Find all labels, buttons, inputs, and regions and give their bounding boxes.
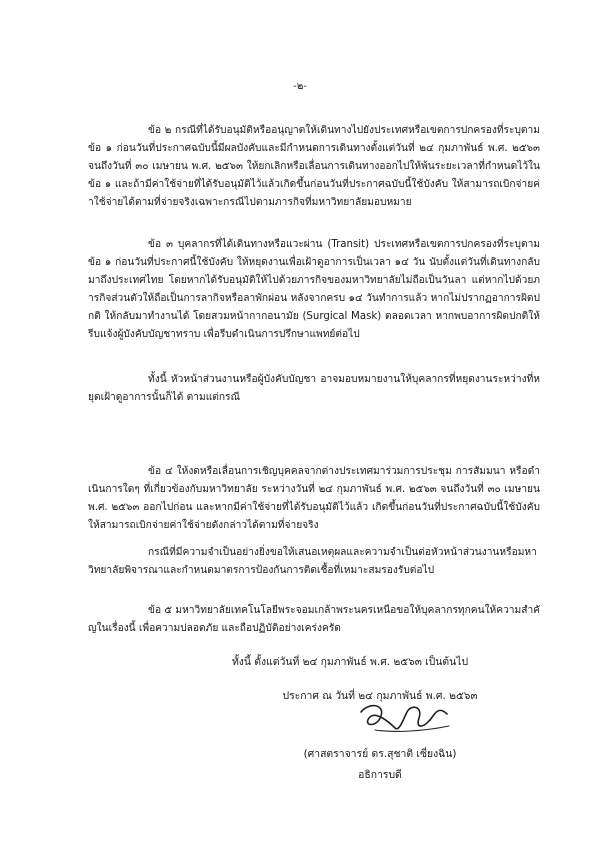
clause-4-note-paragraph: กรณีที่มีความจำเป็นอย่างยิ่งขอให้เสนอเหตุผลและความจำเป็นต่อหัวหน้าส่วนงานหรือมหาวิทยาลัยพิจารณาและกำหนดมาตรการป้องกันการติดเชื้อที่เหมาะสมรองรับต่อไป: [88, 547, 537, 576]
clause-5-paragraph: ข้อ ๕ มหาวิทยาลัยเทคโนโลยีพระจอมเกล้าพระนครเหนือขอให้บุคลากรทุกคนให้ความสำคัญในเรื่องนี้ เพื่อความปลอดภัย และถือปฏิบัติอย่างเคร่งครัด: [88, 605, 540, 634]
effective-date-line: ทั้งนี้ ตั้งแต่วันที่ ๒๔ กุมภาพันธ์ พ.ศ. ๒๕๖๓ เป็นต้นไป: [231, 656, 469, 668]
clause-3-paragraph: ข้อ ๓ บุคลากรที่ได้เดินทางหรือแวะผ่าน (Transit) ประเทศหรือเขตการปกครองที่ระบุตามข้อ ๑ ก่อนวันที่ประกาศนี้ใช้บังคับ ให้หยุดงานเพื่อเฝ้าดูอาการเป็นเวลา ๑๔ วัน นับตั้งแต่วันที่เดินทางกลับมาถึงประเทศไทย โดยหากได้รับอนุมัติให้ไปด้วยภารกิจของมหาวิทยาลัยไม่ถือเป็นวันลา แต่หากไปด้วยภารกิจส่วนตัวให้ถือเป็นการลากิจหรือลาพักผ่อน หลังจากครบ ๑๔ วันทำการแล้ว หากไม่ปรากฏอาการผิดปกติ ให้กลับมาทำงานได้ โดยสวมหน้ากากอนามัย (Surgical Mask) ตลอดเวลา หากพบอาการผิดปกติให้รีบแจ้งผู้บังคับบัญชาทราบ เพื่อรีบดำเนินการปรึกษาแพทย์ต่อไป: [88, 239, 540, 340]
handwritten-signature: [355, 700, 455, 734]
signer-name: (ศาสตราจารย์ ดร.สุชาติ เซี่ยงฉิน): [303, 748, 457, 760]
announcement-date-line: ประกาศ ณ วันที่ ๒๔ กุมภาพันธ์ พ.ศ. ๒๕๖๓: [282, 690, 478, 702]
clause-3-note-paragraph: ทั้งนี้ หัวหน้าส่วนงานหรือผู้บังคับบัญชา อาจมอบหมายงานให้บุคลากรที่หยุดงานระหว่างที่หยุดเฝ้าดูอาการนั้นก็ได้ ตามแต่กรณี: [88, 374, 540, 403]
page-number: -๒-: [293, 81, 307, 92]
clause-4-paragraph: ข้อ ๔ ให้งดหรือเลื่อนการเชิญบุคคลจากต่างประเทศมาร่วมการประชุม การสัมมนา หรือดำเนินการใดๆ ที่เกี่ยวข้องกับมหาวิทยาลัย ระหว่างวันที่ ๒๔ กุมภาพันธ์ พ.ศ. ๒๕๖๓ จนถึงวันที่ ๓๐ เมษายน พ.ศ. ๒๕๖๓ ออกไปก่อน และหากมีค่าใช้จ่ายที่ได้รับอนุมัติไว้แล้ว เกิดขึ้นก่อนวันที่ประกาศฉบับนี้ใช้บังคับ ให้สามารถเบิกจ่ายค่าใช้จ่ายดังกล่าวได้ตามที่จ่ายจริง: [88, 466, 540, 531]
signer-title: อธิการบดี: [358, 769, 402, 781]
clause-2-paragraph: ข้อ ๒ กรณีที่ได้รับอนุมัติหรืออนุญาตให้เดินทางไปยังประเทศหรือเขตการปกครองที่ระบุตามข้อ ๑ ก่อนวันที่ประกาศฉบับนี้มีผลบังคับและมีกำหนดการเดินทางตั้งแต่วันที่ ๒๔ กุมภาพันธ์ พ.ศ. ๒๕๖๓ จนถึงวันที่ ๓๐ เมษายน พ.ศ. ๒๕๖๓ ให้ยกเลิกหรือเลื่อนการเดินทางออกไปให้พ้นระยะเวลาที่กำหนดไว้ในข้อ ๑ และถ้ามีค่าใช้จ่ายที่ได้รับอนุมัติไว้แล้วเกิดขึ้นก่อนวันที่ประกาศฉบับนี้ใช้บังคับ ให้สามารถเบิกจ่ายค่าใช้จ่ายได้ตามที่จ่ายจริงเฉพาะกรณีไปตามภารกิจที่มหาวิทยาลัยมอบหมาย: [88, 125, 540, 208]
